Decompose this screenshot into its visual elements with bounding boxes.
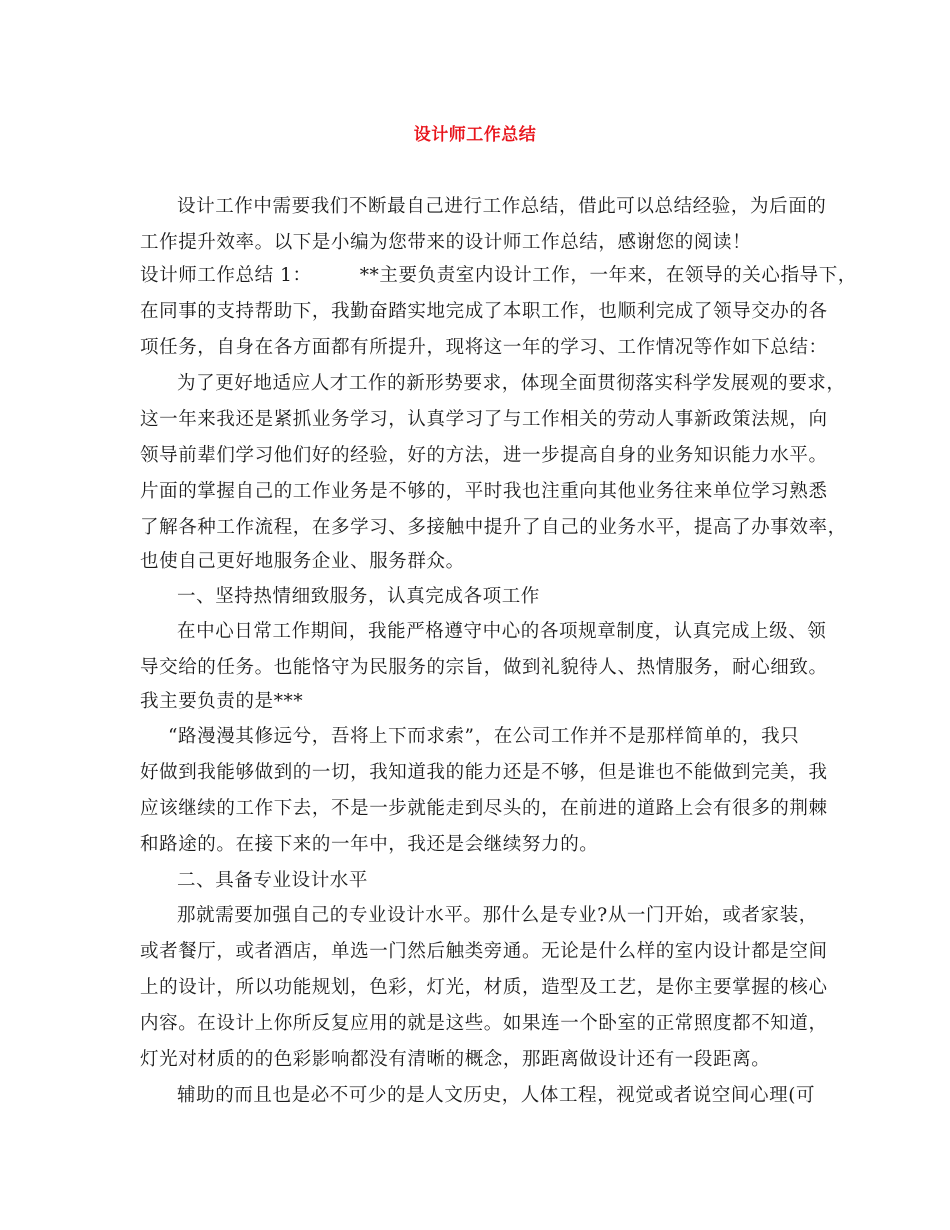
- body-line-14: 导交给的任务。也能恪守为民服务的宗旨，做到礼貌待人、热情服务，耐心细致。: [140, 657, 828, 678]
- body-line-6: 为了更好地适应人才工作的新形势要求，体现全面贯彻落实科学发展观的要求，: [177, 373, 846, 394]
- section-heading-1: 一、坚持热情细致服务，认真完成各项工作: [177, 586, 540, 607]
- document-title: 设计师工作总结: [413, 125, 537, 145]
- body-line-21: 那就需要加强自己的专业设计水平。那什么是专业?从一门开始，或者家装，: [177, 905, 818, 926]
- body-line-2: 工作提升效率。以下是小编为您带来的设计师工作总结，感谢您的阅读！: [140, 232, 752, 253]
- body-line-11: 也使自己更好地服务企业、服务群众。: [140, 551, 465, 572]
- body-line-26: 辅助的而且也是必不可少的是人文历史，人体工程，视觉或者说空间心理(可: [177, 1085, 816, 1106]
- body-line-7: 这一年来我还是紧抓业务学习，认真学习了与工作相关的劳动人事新政策法规，向: [140, 409, 828, 430]
- body-line-15: 我主要负责的是***: [140, 691, 304, 712]
- body-line-22: 或者餐厅，或者酒店，单选一门然后触类旁通。无论是什么样的室内设计都是空间: [140, 941, 828, 962]
- body-line-17: 好做到我能够做到的一切，我知道我的能力还是不够，但是谁也不能做到完美，我: [140, 762, 828, 783]
- body-line-16: “路漫漫其修远兮，吾将上下而求索”，在公司工作并不是那样简单的，我只: [168, 726, 800, 747]
- body-line-19: 和路途的。在接下来的一年中，我还是会继续努力的。: [140, 834, 599, 855]
- body-line-5: 项任务，自身在各方面都有所提升，现将这一年的学习、工作情况等作如下总结：: [140, 337, 828, 358]
- body-line-8: 领导前辈们学习他们好的经验，好的方法，进一步提高自身的业务知识能力水平。: [140, 445, 828, 466]
- body-line-13: 在中心日常工作期间，我能严格遵守中心的各项规章制度，认真完成上级、领: [177, 621, 827, 642]
- body-line-4: 在同事的支持帮助下，我勤奋踏实地完成了本职工作，也顺利完成了领导交办的各: [140, 301, 828, 322]
- body-line-25: 灯光对材质的的色彩影响都没有清晰的概念，那距离做设计还有一段距离。: [140, 1049, 771, 1070]
- body-line-9: 片面的掌握自己的工作业务是不够的，平时我也注重向其他业务往来单位学习熟悉: [140, 481, 828, 502]
- body-line-10: 了解各种工作流程，在多学习、多接触中提升了自己的业务水平，提高了办事效率，: [140, 517, 847, 538]
- body-line-1: 设计工作中需要我们不断最自己进行工作总结，借此可以总结经验，为后面的: [177, 196, 827, 217]
- body-line-24: 内容。在设计上你所反复应用的就是这些。如果连一个卧室的正常照度都不知道，: [140, 1013, 828, 1034]
- body-line-3: 设计师工作总结 1： **主要负责室内设计工作，一年来，在领导的关心指导下，: [140, 265, 857, 286]
- section-heading-2: 二、具备专业设计水平: [177, 870, 369, 891]
- body-line-18: 应该继续的工作下去，不是一步就能走到尽头的，在前进的道路上会有很多的荆棘: [140, 798, 828, 819]
- body-line-23: 上的设计，所以功能规划，色彩，灯光，材质，造型及工艺，是你主要掌握的核心: [140, 977, 828, 998]
